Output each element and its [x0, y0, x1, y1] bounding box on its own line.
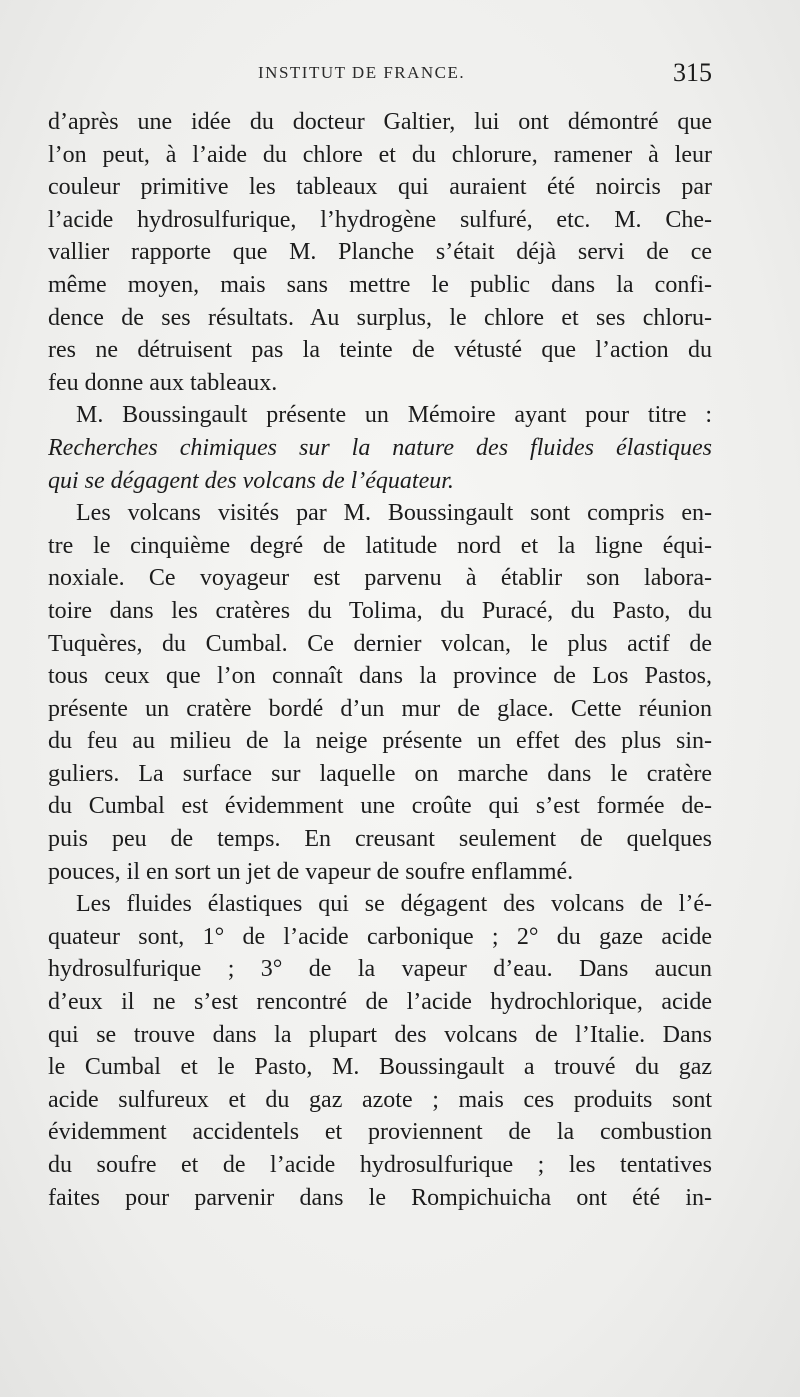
- text-line: puis peu de temps. En creusant seulement de quelques: [48, 826, 712, 853]
- text-line: Les fluides élastiques qui se dégagent des volcans de l’é-: [76, 891, 712, 918]
- text-line: pouces, il en sort un jet de vapeur de soufre enflammé.: [48, 858, 574, 885]
- body-text: [48, 106, 712, 1214]
- text-line: dence de ses résultats. Au surplus, le chlore et ses chloru-: [48, 304, 712, 331]
- text-line: guliers. La surface sur laquelle on marche dans le cratère: [48, 760, 712, 787]
- text-line: acide sulfureux et du gaz azote ; mais ces produits sont: [48, 1086, 712, 1113]
- memoir-title-line: qui se dégagent des volcans de l’équateur.: [48, 467, 454, 494]
- page-number: 315: [673, 58, 712, 87]
- running-head: INSTITUT DE FRANCE.: [258, 63, 466, 82]
- text-line: toire dans les cratères du Tolima, du Puracé, du Pasto, du: [48, 597, 712, 624]
- text-line: même moyen, mais sans mettre le public dans la confi-: [48, 271, 712, 298]
- text-line: l’acide hydrosulfurique, l’hydrogène sulfuré, etc. M. Che-: [48, 206, 712, 233]
- text-line: noxiale. Ce voyageur est parvenu à établir son labora-: [48, 565, 712, 592]
- text-line: évidemment accidentels et proviennent de la combustion: [48, 1119, 712, 1146]
- page-header: [48, 58, 712, 98]
- text-line: qui se trouve dans la plupart des volcans de l’Italie. Dans: [48, 1021, 712, 1048]
- text-line: d’après une idée du docteur Galtier, lui ont démontré que: [48, 109, 712, 135]
- text-line: feu donne aux tableaux.: [48, 369, 278, 396]
- text-line: l’on peut, à l’aide du chlore et du chlorure, ramener à leur: [48, 141, 712, 168]
- text-line: couleur primitive les tableaux qui auraient été noircis par: [48, 174, 712, 201]
- text-line: du feu au milieu de la neige présente un effet des plus sin-: [48, 728, 712, 755]
- text-line: Tuquères, du Cumbal. Ce dernier volcan, le plus actif de: [48, 630, 712, 657]
- text-line: d’eux il ne s’est rencontré de l’acide hydrochlorique, acide: [48, 989, 712, 1016]
- text-line: du soufre et de l’acide hydrosulfurique ; les tentatives: [48, 1152, 712, 1178]
- text-line: M. Boussingault présente un Mémoire ayant pour titre :: [76, 402, 712, 429]
- text-line: faites pour parvenir dans le Rompichuicha ont été in-: [48, 1184, 712, 1211]
- text-line: présente un cratère bordé d’un mur de glace. Cette réunion: [48, 695, 712, 722]
- text-line: tous ceux que l’on connaît dans la province de Los Pastos,: [48, 663, 712, 690]
- text-line: vallier rapporte que M. Planche s’était déjà servi de ce: [48, 239, 712, 266]
- text-line: hydrosulfurique ; 3° de la vapeur d’eau. Dans aucun: [48, 956, 712, 983]
- text-line: Les volcans visités par M. Boussingault sont compris en-: [76, 500, 712, 527]
- memoir-title-line: Recherches chimiques sur la nature des fluides élastiques: [48, 434, 712, 461]
- text-line: du Cumbal est évidemment une croûte qui s’est formée de-: [48, 793, 712, 820]
- text-line: tre le cinquième degré de latitude nord et la ligne équi-: [48, 532, 712, 559]
- text-line: res ne détruisent pas la teinte de vétusté que l’action du: [48, 337, 712, 364]
- text-line: le Cumbal et le Pasto, M. Boussingault a trouvé du gaz: [48, 1054, 712, 1081]
- text-line: quateur sont, 1° de l’acide carbonique ; 2° du gaze acide: [48, 923, 712, 950]
